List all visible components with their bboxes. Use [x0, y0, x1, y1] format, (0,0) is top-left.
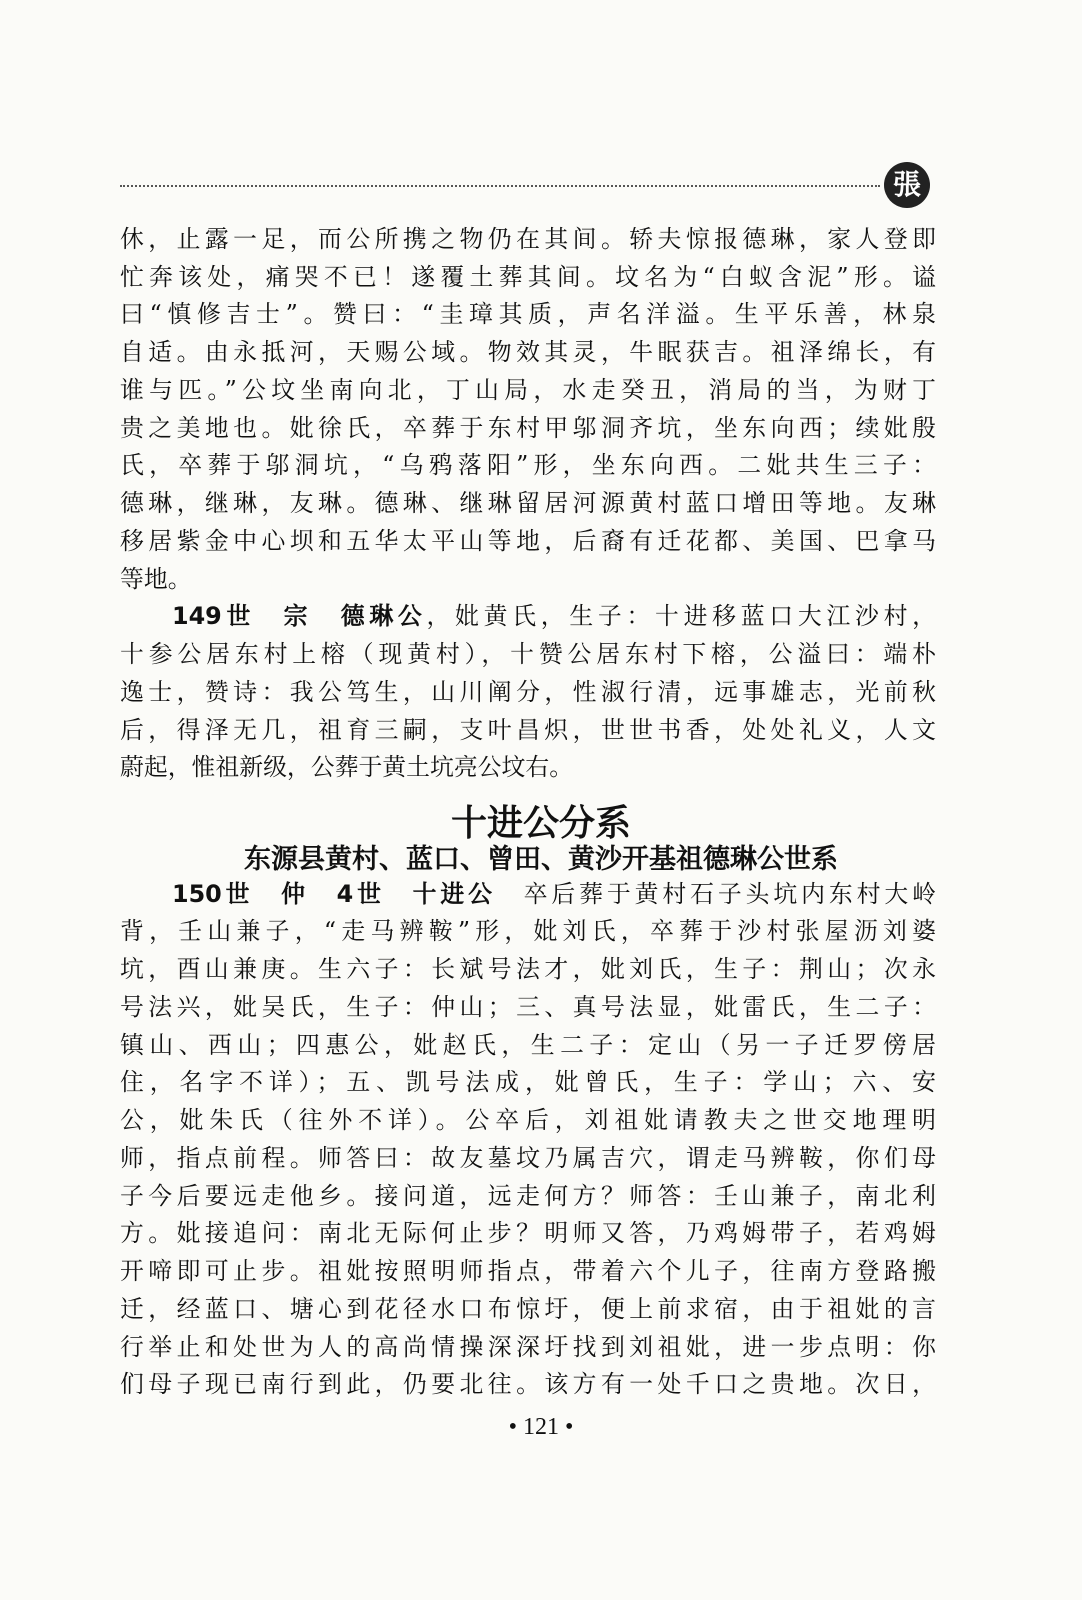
generation-lead: 149世 宗 德琳公	[172, 602, 427, 631]
text-line: 住，名字不详）；五、凯号法成，妣曾氏，生子：学山；六、安	[120, 1068, 936, 1097]
text-line	[172, 876, 936, 914]
text-line: 师，指点前程。师答曰：故友墓坟乃属吉穴，谓走马辨鞍，你们母	[120, 1143, 936, 1172]
text-line: 镇山、西山；四惠公，妣赵氏，生二子：定山（另一子迁罗傍居	[120, 1030, 936, 1059]
page-number: • 121 •	[508, 1414, 574, 1440]
text-line: 休，止露一足，而公所携之物仍在其间。轿夫惊报德琳，家人登即	[120, 225, 936, 253]
text-line: 迁，经蓝口、塘心到花径水口布惊圩，便上前求宿，由于祖妣的言	[120, 1294, 936, 1323]
text-line: 移居紫金中心坝和五华太平山等地，后裔有迁花都、美国、巴拿马	[120, 526, 936, 555]
text-line	[172, 598, 936, 636]
text-line: 贵之美地也。妣徐氏，卒葬于东村甲邬洞齐坑，坐东向西；续妣殷	[120, 413, 936, 442]
text-line: 曰“慎修吉士”。赞曰：“圭璋其质，声名洋溢。生平乐善，林泉	[120, 300, 936, 329]
text-line: 自适。由永抵河，天赐公域。物效其灵，牛眠获吉。祖泽绵长，有	[120, 338, 936, 367]
text-line: 坑，酉山兼庚。生六子：长斌号法才，妣刘氏，生子：荆山；次永	[120, 955, 936, 984]
text-line: 们母子现已南行到此，仍要北往。该方有一处千口之贵地。次日，	[120, 1370, 936, 1399]
text-line: 德琳，继琳，友琳。德琳、继琳留居河源黄村蓝口增田等地。友琳	[120, 489, 936, 518]
header-dotted-rule	[120, 185, 880, 187]
generation-lead: 150世 仲 4世 十进公	[172, 879, 496, 908]
text-line: 后，得泽无几，祖育三嗣，支叶昌炽，世世书香，处处礼义，人文	[120, 715, 936, 744]
text-line: 子今后要远走他乡。接问道，远走何方？师答：壬山兼子，南北利	[120, 1181, 936, 1210]
text-line: 公，妣朱氏（往外不详）。公卒后，刘祖妣请教夫之世交地理明	[120, 1106, 936, 1135]
text-line: 开啼即可止步。祖妣按照明师指点，带着六个儿子，往南方登路搬	[120, 1257, 936, 1285]
text-line: 方。妣接追问：南北无际何止步？明师又答，乃鸡姆带子，若鸡姆	[120, 1219, 936, 1248]
section-subtitle: 东源县黄村、蓝口、曾田、黄沙开基祖德琳公世系	[244, 843, 838, 875]
zhang-seal-icon: 張	[884, 162, 930, 208]
text-line: 谁与匹。”公坟坐南向北，丁山局，水走癸丑，消局的当，为财丁	[120, 375, 936, 404]
text-line: 蔚起，惟祖新级，公葬于黄土坑亮公坟右。	[120, 753, 574, 782]
text-line: 忙奔该处，痛哭不已！遂覆土葬其间。坟名为“白蚁含泥”形。谥	[120, 262, 936, 291]
text-run: ，妣黄氏，生子：十进移蓝口大江沙村，	[426, 602, 936, 631]
section-title: 十进公分系	[450, 803, 631, 845]
text-line: 逸士，赞诗：我公笃生，山川阐分，性淑行清，远事雄志，光前秋	[120, 677, 936, 706]
text-line: 十参公居东村上榕（现黄村），十赞公居东村下榕，公溢曰：端朴	[120, 640, 936, 669]
text-line: 背，壬山兼子，“走马辨鞍”形，妣刘氏，卒葬于沙村张屋沥刘婆	[120, 917, 936, 946]
text-line: 行举止和处世为人的高尚情操深深圩找到刘祖妣，进一步点明：你	[120, 1332, 936, 1361]
text-line: 氏，卒葬于邬洞坑，“乌鸦落阳”形，坐东向西。二妣共生三子：	[120, 451, 936, 480]
text-run: 卒后葬于黄村石子头坑内东村大岭	[495, 879, 936, 908]
text-line: 号法兴，妣吴氏，生子：仲山；三、真号法显，妣雷氏，生二子：	[120, 992, 936, 1021]
text-line: 等地。	[120, 564, 192, 593]
